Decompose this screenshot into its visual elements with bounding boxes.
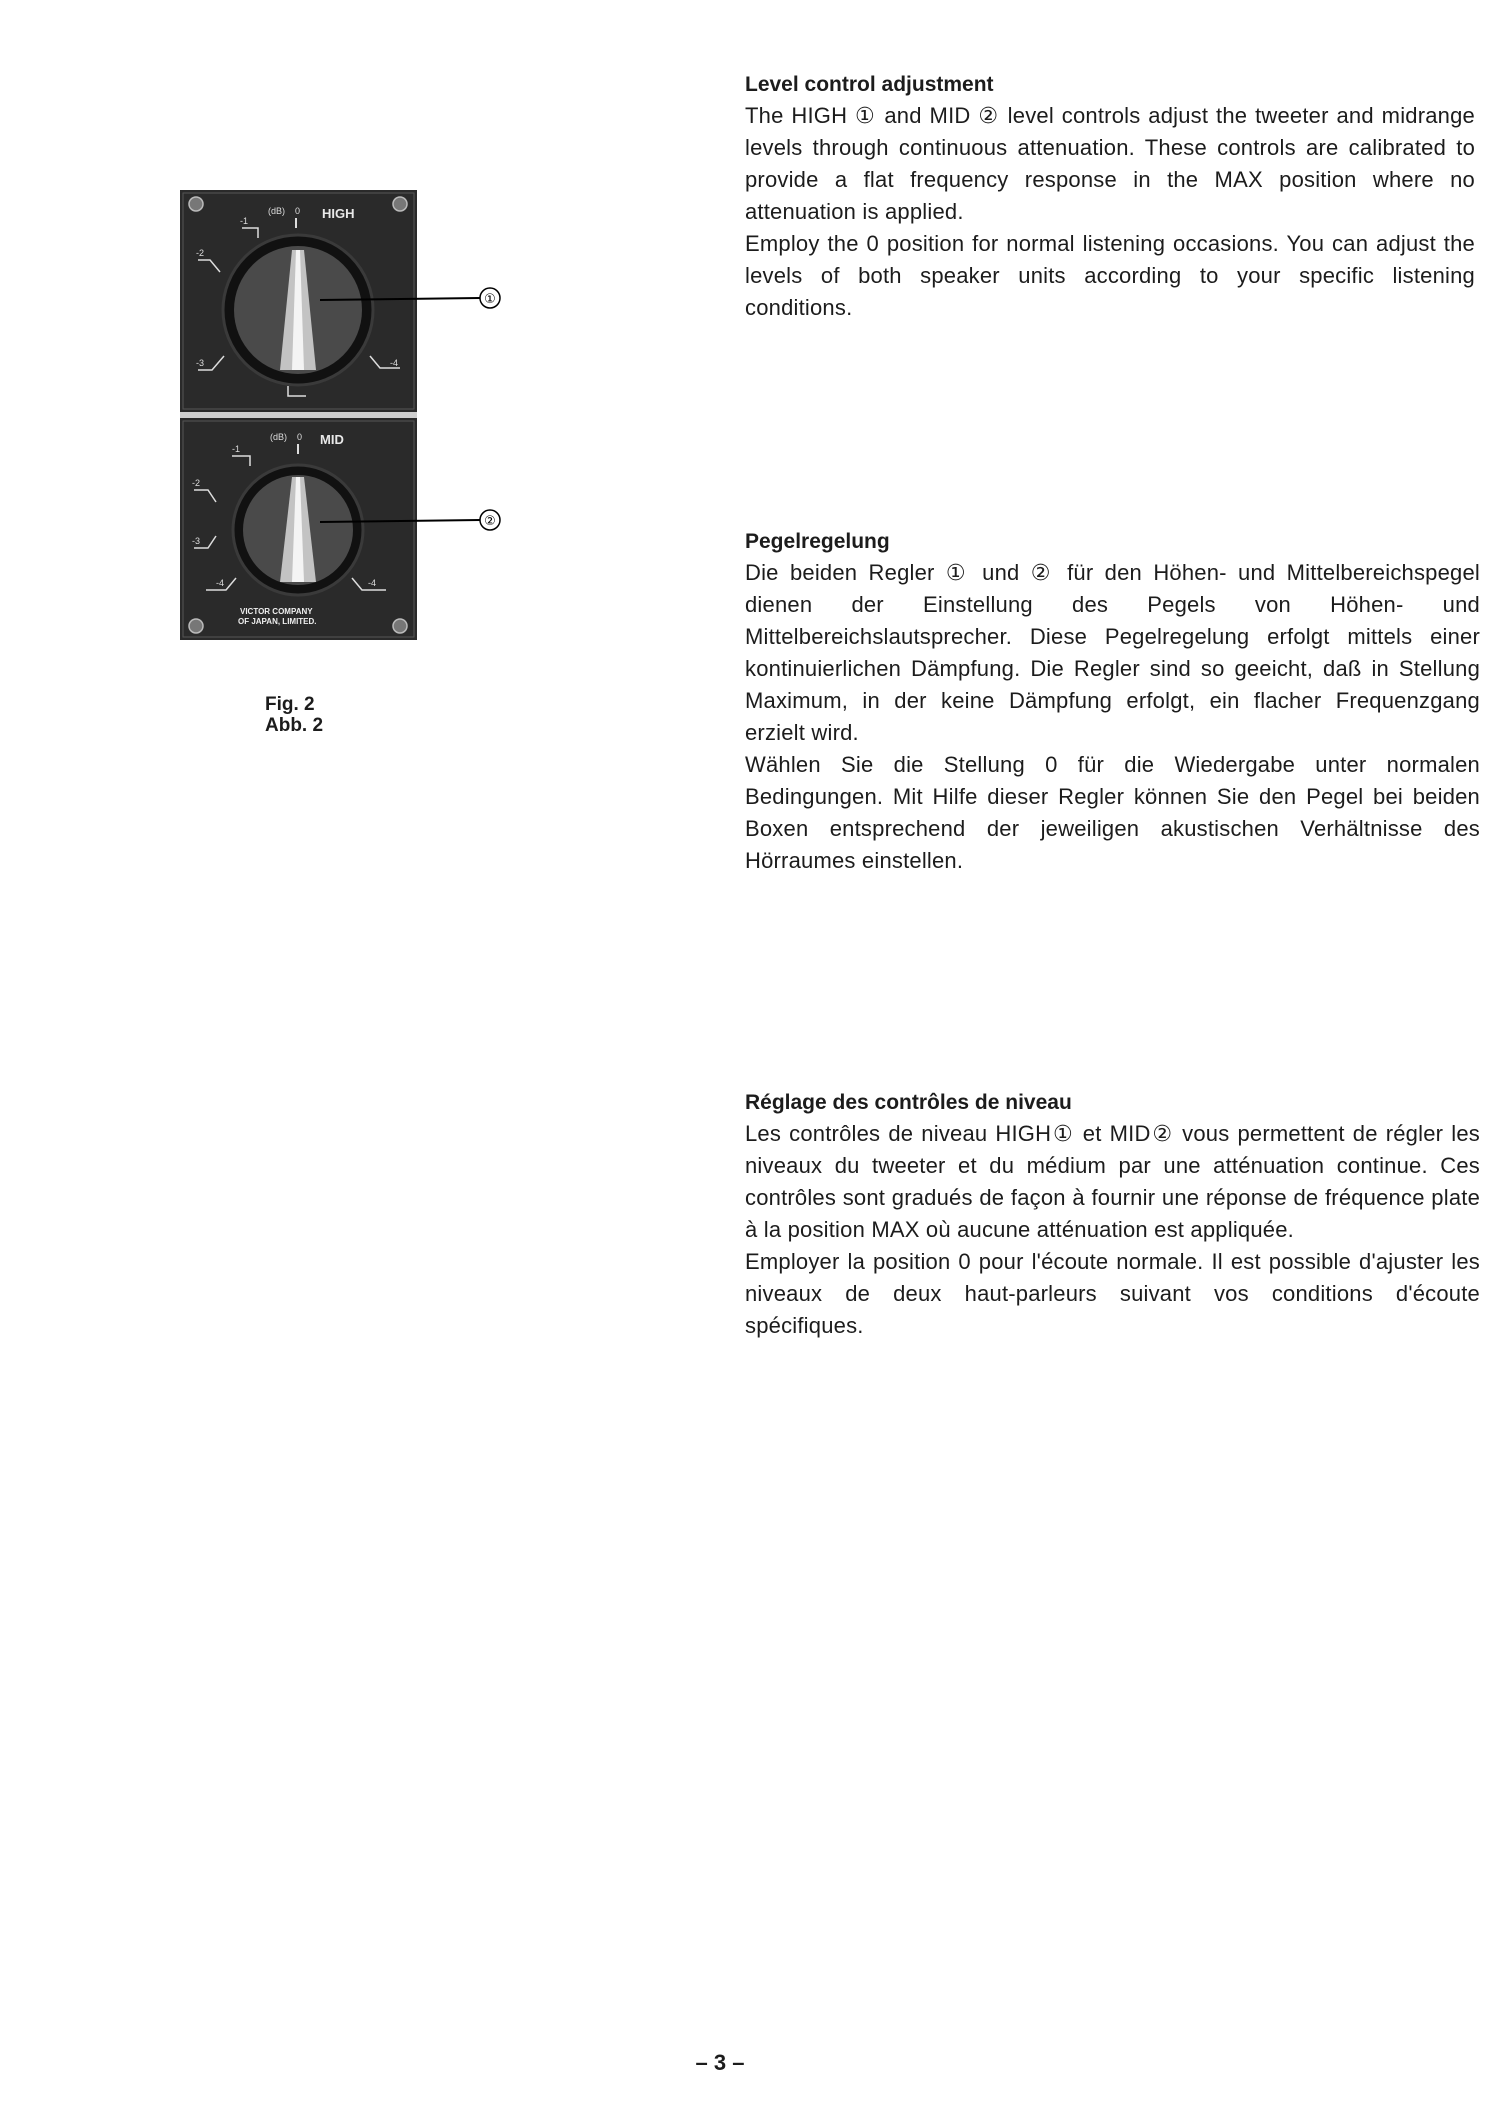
zero-mark: 0 <box>297 432 303 442</box>
french-heading: Réglage des contrôles de niveau <box>745 1091 1072 1114</box>
screw-icon <box>189 197 203 211</box>
level-control-panel-illustration <box>180 190 540 640</box>
maker-line-1: VICTOR COMPANY <box>240 607 313 616</box>
scale-mark-minus3: -3 <box>196 358 205 368</box>
german-paragraph-1: Die beiden Regler ① und ② für den Höhen- und Mittelbereichspegel dienen der Einstellung des Pegels von Höhen- und Mittelbereichslautsprecher. Diese Pegelregelung erfolgt mittels einer kontinuierlichen Dämpfung. Die Regler sind so geeicht, daß in Stellung Maximum, in der keine Dämpfung erfolgt, ein flacher Frequenzgang erzielt wird. <box>745 560 1480 745</box>
level-control-figure <box>180 190 540 640</box>
figure-caption <box>265 694 323 736</box>
french-paragraph-2: Employer la position 0 pour l'écoute normale. Il est possible d'ajuster les niveaux de deux haut-parleurs suivant vos conditions d'écoute spécifiques. <box>745 1249 1480 1338</box>
scale-mark-minus4: -4 <box>390 358 399 368</box>
screw-icon <box>393 197 407 211</box>
screw-icon <box>189 619 203 633</box>
english-heading: Level control adjustment <box>745 73 994 96</box>
high-label: HIGH <box>322 206 355 221</box>
scale-mark-minus1: -1 <box>232 444 241 454</box>
scale-mark-minus1: -1 <box>240 216 249 226</box>
french-paragraph-1: Les contrôles de niveau HIGH① et MID② vous permettent de régler les niveaux du tweeter et du médium par une atténuation continue. Ces contrôles sont gradués de façon à fournir une réponse de fréquence plate à la position MAX où aucune atténuation est appliquée. <box>745 1121 1480 1242</box>
callout-1: ① <box>484 291 496 306</box>
german-paragraph-2: Wählen Sie die Stellung 0 für die Wiedergabe unter normalen Bedingungen. Mit Hilfe dieser Regler können Sie den Pegel bei beiden Boxen entsprechend der jeweiligen akustischen Verhältnisse des Hörraumes einstellen. <box>745 752 1480 873</box>
callout-2: ② <box>484 513 496 528</box>
scale-mark-minus2: -2 <box>196 248 205 258</box>
scale-mark-minus3: -3 <box>192 536 201 546</box>
german-section <box>745 527 1480 877</box>
scale-mark-minus4: -4 <box>216 578 225 588</box>
german-heading: Pegelregelung <box>745 530 890 553</box>
scale-mark-minus4-right: -4 <box>368 578 377 588</box>
page-number: – 3 – <box>695 2050 745 2075</box>
scale-mark-minus2: -2 <box>192 478 201 488</box>
figure-caption-de: Abb. 2 <box>265 715 324 736</box>
english-section <box>745 70 1475 324</box>
maker-line-2: OF JAPAN, LIMITED. <box>238 617 317 626</box>
screw-icon <box>393 619 407 633</box>
db-label: (dB) <box>268 206 286 216</box>
zero-mark: 0 <box>295 206 301 216</box>
mid-label: MID <box>320 432 344 447</box>
english-paragraph-2: Employ the 0 position for normal listening occasions. You can adjust the levels of both speaker units according to your specific listening conditions. <box>745 231 1475 320</box>
db-label: (dB) <box>270 432 288 442</box>
french-section <box>745 1088 1480 1342</box>
english-paragraph-1: The HIGH ① and MID ② level controls adjust the tweeter and midrange levels through continuous attenuation. These controls are calibrated to provide a flat frequency response in the MAX position where no attenuation is applied. <box>745 103 1475 224</box>
figure-caption-en: Fig. 2 <box>265 694 315 715</box>
